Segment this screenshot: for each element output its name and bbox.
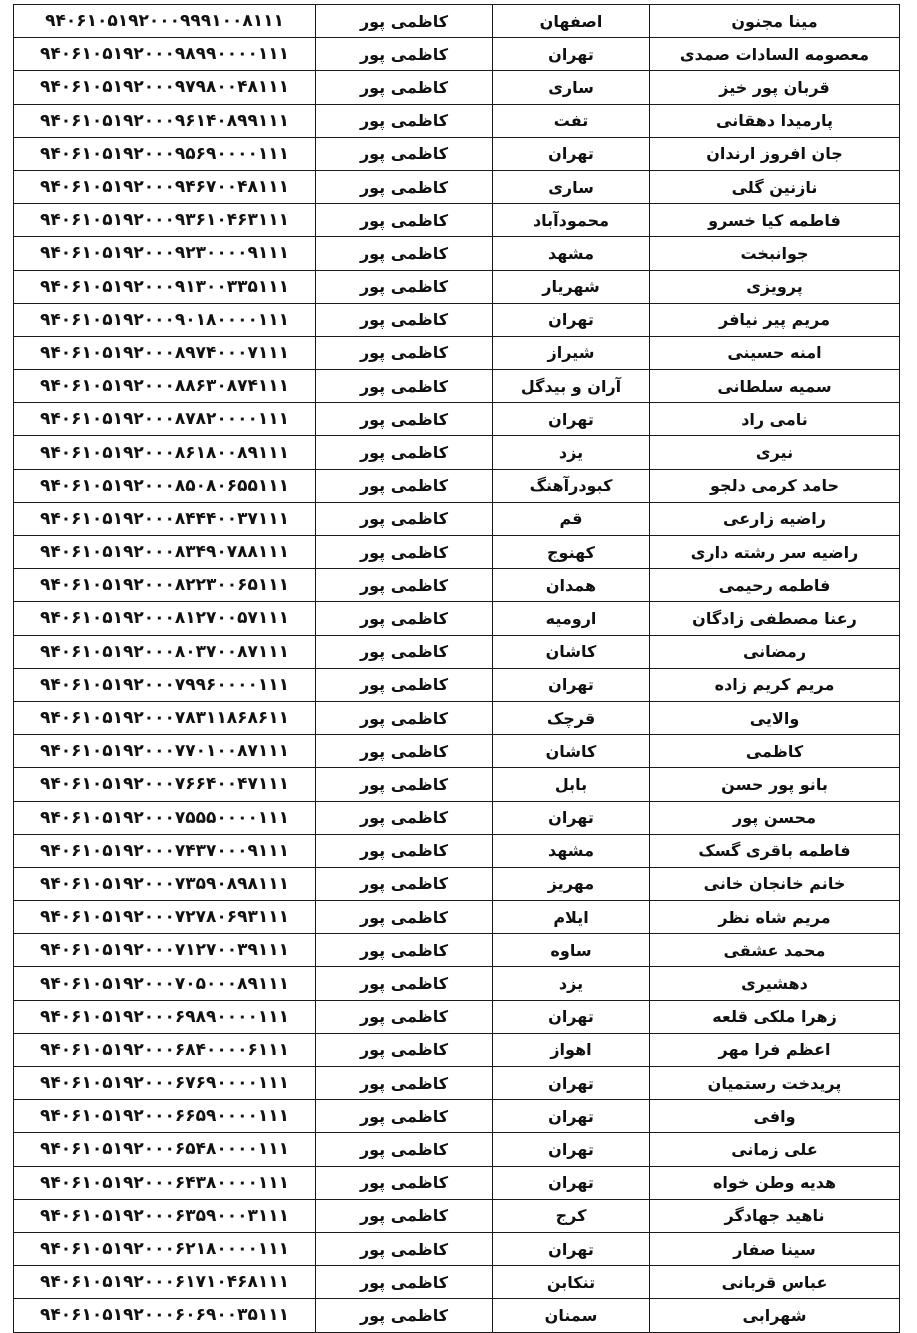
- agent-cell: کاظمی پور: [316, 536, 493, 569]
- city-cell: کهنوج: [493, 536, 650, 569]
- agent-cell: کاظمی پور: [316, 735, 493, 768]
- person-name-cell: رمضانی: [650, 635, 900, 668]
- person-name-cell: شهرابی: [650, 1299, 900, 1332]
- reference-number-cell: ۹۴۰۶۱۰۵۱۹۲۰۰۰۷۸۳۱۱۸۶۸۶۱۱: [14, 701, 316, 734]
- agent-cell: کاظمی پور: [316, 370, 493, 403]
- table-row: [14, 801, 900, 834]
- reference-number-cell: ۹۴۰۶۱۰۵۱۹۲۰۰۰۸۳۴۹۰۷۸۸۱۱۱: [14, 536, 316, 569]
- person-name-cell: علی زمانی: [650, 1133, 900, 1166]
- table-row: [14, 1199, 900, 1232]
- city-cell: تهران: [493, 1232, 650, 1265]
- agent-cell: کاظمی پور: [316, 635, 493, 668]
- city-cell: مهریز: [493, 867, 650, 900]
- table-row: [14, 735, 900, 768]
- table-row: [14, 1266, 900, 1299]
- city-cell: تفت: [493, 104, 650, 137]
- city-cell: کرج: [493, 1199, 650, 1232]
- city-cell: تهران: [493, 403, 650, 436]
- reference-number-cell: ۹۴۰۶۱۰۵۱۹۲۰۰۰۷۳۵۹۰۸۹۸۱۱۱: [14, 867, 316, 900]
- person-name-cell: پارمیدا دهقانی: [650, 104, 900, 137]
- person-name-cell: نازنین گلی: [650, 170, 900, 203]
- person-name-cell: ناهید جهادگر: [650, 1199, 900, 1232]
- person-name-cell: سینا صفار: [650, 1232, 900, 1265]
- table-row: [14, 436, 900, 469]
- city-cell: یزد: [493, 436, 650, 469]
- reference-number-cell: ۹۴۰۶۱۰۵۱۹۲۰۰۰۷۴۳۷۰۰۰۹۱۱۱: [14, 834, 316, 867]
- agent-cell: کاظمی پور: [316, 38, 493, 71]
- table-row: [14, 1299, 900, 1332]
- reference-number-cell: ۹۴۰۶۱۰۵۱۹۲۰۰۰۶۹۸۹۰۰۰۰۱۱۱: [14, 1000, 316, 1033]
- table-row: [14, 237, 900, 270]
- reference-number-cell: ۹۴۰۶۱۰۵۱۹۲۰۰۰۸۱۲۷۰۰۵۷۱۱۱: [14, 602, 316, 635]
- city-cell: یزد: [493, 967, 650, 1000]
- agent-cell: کاظمی پور: [316, 469, 493, 502]
- agent-cell: کاظمی پور: [316, 1299, 493, 1332]
- city-cell: قم: [493, 502, 650, 535]
- table-row: [14, 5, 900, 38]
- person-name-cell: فاطمه رحیمی: [650, 569, 900, 602]
- city-cell: تهران: [493, 137, 650, 170]
- table-row: [14, 104, 900, 137]
- reference-number-cell: ۹۴۰۶۱۰۵۱۹۲۰۰۰۸۷۸۲۰۰۰۰۱۱۱: [14, 403, 316, 436]
- agent-cell: کاظمی پور: [316, 1033, 493, 1066]
- agent-cell: کاظمی پور: [316, 436, 493, 469]
- reference-number-cell: ۹۴۰۶۱۰۵۱۹۲۰۰۰۶۰۶۹۰۰۳۵۱۱۱: [14, 1299, 316, 1332]
- city-cell: تهران: [493, 801, 650, 834]
- reference-number-cell: ۹۴۰۶۱۰۵۱۹۲۰۰۰۶۲۱۸۰۰۰۰۱۱۱: [14, 1232, 316, 1265]
- city-cell: محمودآباد: [493, 204, 650, 237]
- city-cell: کاشان: [493, 735, 650, 768]
- agent-cell: کاظمی پور: [316, 170, 493, 203]
- person-name-cell: محسن پور: [650, 801, 900, 834]
- reference-number-cell: ۹۴۰۶۱۰۵۱۹۲۰۰۰۹۰۱۸۰۰۰۰۱۱۱: [14, 303, 316, 336]
- person-name-cell: اعظم فرا مهر: [650, 1033, 900, 1066]
- reference-number-cell: ۹۴۰۶۱۰۵۱۹۲۰۰۰۹۴۶۷۰۰۴۸۱۱۱: [14, 170, 316, 203]
- table-row: [14, 1100, 900, 1133]
- agent-cell: کاظمی پور: [316, 1133, 493, 1166]
- table-row: [14, 502, 900, 535]
- agent-cell: کاظمی پور: [316, 237, 493, 270]
- city-cell: ایلام: [493, 901, 650, 934]
- city-cell: شیراز: [493, 336, 650, 369]
- reference-number-cell: ۹۴۰۶۱۰۵۱۹۲۰۰۰۹۷۹۸۰۰۴۸۱۱۱: [14, 71, 316, 104]
- agent-cell: کاظمی پور: [316, 71, 493, 104]
- city-cell: اصفهان: [493, 5, 650, 38]
- city-cell: مشهد: [493, 237, 650, 270]
- table-row: [14, 1033, 900, 1066]
- table-row: [14, 170, 900, 203]
- table-row: [14, 834, 900, 867]
- table-row: [14, 1166, 900, 1199]
- person-name-cell: پرویزی: [650, 270, 900, 303]
- agent-cell: کاظمی پور: [316, 867, 493, 900]
- agent-cell: کاظمی پور: [316, 1232, 493, 1265]
- table-row: [14, 967, 900, 1000]
- city-cell: ساری: [493, 71, 650, 104]
- reference-number-cell: ۹۴۰۶۱۰۵۱۹۲۰۰۰۶۳۵۹۰۰۰۳۱۱۱: [14, 1199, 316, 1232]
- person-name-cell: فاطمه باقری گسک: [650, 834, 900, 867]
- reference-number-cell: ۹۴۰۶۱۰۵۱۹۲۰۰۰۸۵۰۸۰۶۵۵۱۱۱: [14, 469, 316, 502]
- reference-number-cell: ۹۴۰۶۱۰۵۱۹۲۰۰۰۶۴۳۸۰۰۰۰۱۱۱: [14, 1166, 316, 1199]
- reference-number-cell: ۹۴۰۶۱۰۵۱۹۲۰۰۰۹۲۳۰۰۰۰۹۱۱۱: [14, 237, 316, 270]
- person-name-cell: معصومه السادات صمدی: [650, 38, 900, 71]
- records-table-body: [14, 5, 900, 1333]
- reference-number-cell: ۹۴۰۶۱۰۵۱۹۲۰۰۰۸۶۱۸۰۰۸۹۱۱۱: [14, 436, 316, 469]
- table-row: [14, 635, 900, 668]
- agent-cell: کاظمی پور: [316, 336, 493, 369]
- agent-cell: کاظمی پور: [316, 701, 493, 734]
- table-row: [14, 370, 900, 403]
- person-name-cell: جان افروز ارندان: [650, 137, 900, 170]
- agent-cell: کاظمی پور: [316, 1067, 493, 1100]
- person-name-cell: رعنا مصطفی زادگان: [650, 602, 900, 635]
- person-name-cell: وافی: [650, 1100, 900, 1133]
- agent-cell: کاظمی پور: [316, 569, 493, 602]
- agent-cell: کاظمی پور: [316, 768, 493, 801]
- person-name-cell: خانم خانجان خانی: [650, 867, 900, 900]
- city-cell: سمنان: [493, 1299, 650, 1332]
- person-name-cell: مینا مجنون: [650, 5, 900, 38]
- agent-cell: کاظمی پور: [316, 270, 493, 303]
- person-name-cell: بانو پور حسن: [650, 768, 900, 801]
- reference-number-cell: ۹۴۰۶۱۰۵۱۹۲۰۰۰۷۶۶۴۰۰۴۷۱۱۱: [14, 768, 316, 801]
- agent-cell: کاظمی پور: [316, 602, 493, 635]
- table-row: [14, 701, 900, 734]
- table-row: [14, 901, 900, 934]
- person-name-cell: امنه حسینی: [650, 336, 900, 369]
- table-row: [14, 403, 900, 436]
- table-row: [14, 469, 900, 502]
- reference-number-cell: ۹۴۰۶۱۰۵۱۹۲۰۰۰۷۰۵۰۰۰۸۹۱۱۱: [14, 967, 316, 1000]
- city-cell: مشهد: [493, 834, 650, 867]
- table-row: [14, 1067, 900, 1100]
- reference-number-cell: ۹۴۰۶۱۰۵۱۹۲۰۰۰۸۴۴۴۰۰۳۷۱۱۱: [14, 502, 316, 535]
- city-cell: تهران: [493, 1067, 650, 1100]
- person-name-cell: محمد عشقی: [650, 934, 900, 967]
- person-name-cell: پریدخت رستمیان: [650, 1067, 900, 1100]
- city-cell: تهران: [493, 1166, 650, 1199]
- table-row: [14, 71, 900, 104]
- city-cell: قرچک: [493, 701, 650, 734]
- table-row: [14, 303, 900, 336]
- agent-cell: کاظمی پور: [316, 1199, 493, 1232]
- person-name-cell: مریم شاه نظر: [650, 901, 900, 934]
- table-row: [14, 137, 900, 170]
- reference-number-cell: ۹۴۰۶۱۰۵۱۹۲۰۰۰۶۱۷۱۰۴۶۸۱۱۱: [14, 1266, 316, 1299]
- reference-number-cell: ۹۴۰۶۱۰۵۱۹۲۰۰۰۹۶۱۴۰۸۹۹۱۱۱: [14, 104, 316, 137]
- agent-cell: کاظمی پور: [316, 1266, 493, 1299]
- agent-cell: کاظمی پور: [316, 668, 493, 701]
- reference-number-cell: ۹۴۰۶۱۰۵۱۹۲۰۰۰۷۲۷۸۰۶۹۳۱۱۱: [14, 901, 316, 934]
- person-name-cell: قربان پور خیز: [650, 71, 900, 104]
- reference-number-cell: ۹۴۰۶۱۰۵۱۹۲۰۰۰۹۳۶۱۰۴۶۳۱۱۱: [14, 204, 316, 237]
- reference-number-cell: ۹۴۰۶۱۰۵۱۹۲۰۰۰۷۷۰۱۰۰۸۷۱۱۱: [14, 735, 316, 768]
- table-row: [14, 336, 900, 369]
- table-row: [14, 204, 900, 237]
- agent-cell: کاظمی پور: [316, 137, 493, 170]
- city-cell: همدان: [493, 569, 650, 602]
- person-name-cell: نامی راد: [650, 403, 900, 436]
- agent-cell: کاظمی پور: [316, 204, 493, 237]
- agent-cell: کاظمی پور: [316, 801, 493, 834]
- reference-number-cell: ۹۴۰۶۱۰۵۱۹۲۰۰۰۹۹۹۱۰۰۸۱۱۱: [14, 5, 316, 38]
- table-row: [14, 602, 900, 635]
- city-cell: اهواز: [493, 1033, 650, 1066]
- person-name-cell: حامد کرمی دلجو: [650, 469, 900, 502]
- city-cell: تهران: [493, 1000, 650, 1033]
- city-cell: تهران: [493, 668, 650, 701]
- person-name-cell: والایی: [650, 701, 900, 734]
- reference-number-cell: ۹۴۰۶۱۰۵۱۹۲۰۰۰۸۰۳۷۰۰۸۷۱۱۱: [14, 635, 316, 668]
- agent-cell: کاظمی پور: [316, 934, 493, 967]
- reference-number-cell: ۹۴۰۶۱۰۵۱۹۲۰۰۰۶۶۵۹۰۰۰۰۱۱۱: [14, 1100, 316, 1133]
- person-name-cell: مریم کریم زاده: [650, 668, 900, 701]
- table-row: [14, 934, 900, 967]
- table-row: [14, 768, 900, 801]
- records-table: [13, 4, 900, 1333]
- city-cell: ارومیه: [493, 602, 650, 635]
- table-row: [14, 1133, 900, 1166]
- person-name-cell: دهشیری: [650, 967, 900, 1000]
- agent-cell: کاظمی پور: [316, 1000, 493, 1033]
- city-cell: ساوه: [493, 934, 650, 967]
- agent-cell: کاظمی پور: [316, 834, 493, 867]
- table-row: [14, 536, 900, 569]
- city-cell: آران و بیدگل: [493, 370, 650, 403]
- city-cell: تهران: [493, 1100, 650, 1133]
- person-name-cell: هدیه وطن خواه: [650, 1166, 900, 1199]
- reference-number-cell: ۹۴۰۶۱۰۵۱۹۲۰۰۰۹۱۳۰۰۳۳۵۱۱۱: [14, 270, 316, 303]
- reference-number-cell: ۹۴۰۶۱۰۵۱۹۲۰۰۰۹۸۹۹۰۰۰۰۱۱۱: [14, 38, 316, 71]
- city-cell: بابل: [493, 768, 650, 801]
- table-row: [14, 38, 900, 71]
- agent-cell: کاظمی پور: [316, 502, 493, 535]
- person-name-cell: مریم پیر نیافر: [650, 303, 900, 336]
- person-name-cell: جوانبخت: [650, 237, 900, 270]
- agent-cell: کاظمی پور: [316, 967, 493, 1000]
- person-name-cell: راضیه زارعی: [650, 502, 900, 535]
- reference-number-cell: ۹۴۰۶۱۰۵۱۹۲۰۰۰۶۷۶۹۰۰۰۰۱۱۱: [14, 1067, 316, 1100]
- person-name-cell: عباس قربانی: [650, 1266, 900, 1299]
- agent-cell: کاظمی پور: [316, 5, 493, 38]
- person-name-cell: زهرا ملکی قلعه: [650, 1000, 900, 1033]
- person-name-cell: فاطمه کیا خسرو: [650, 204, 900, 237]
- reference-number-cell: ۹۴۰۶۱۰۵۱۹۲۰۰۰۶۸۴۰۰۰۰۶۱۱۱: [14, 1033, 316, 1066]
- reference-number-cell: ۹۴۰۶۱۰۵۱۹۲۰۰۰۸۹۷۴۰۰۰۷۱۱۱: [14, 336, 316, 369]
- table-row: [14, 1000, 900, 1033]
- city-cell: کبودرآهنگ: [493, 469, 650, 502]
- agent-cell: کاظمی پور: [316, 1166, 493, 1199]
- reference-number-cell: ۹۴۰۶۱۰۵۱۹۲۰۰۰۶۵۴۸۰۰۰۰۱۱۱: [14, 1133, 316, 1166]
- person-name-cell: سمیه سلطانی: [650, 370, 900, 403]
- agent-cell: کاظمی پور: [316, 303, 493, 336]
- agent-cell: کاظمی پور: [316, 1100, 493, 1133]
- reference-number-cell: ۹۴۰۶۱۰۵۱۹۲۰۰۰۸۲۲۳۰۰۶۵۱۱۱: [14, 569, 316, 602]
- reference-number-cell: ۹۴۰۶۱۰۵۱۹۲۰۰۰۷۵۵۵۰۰۰۰۱۱۱: [14, 801, 316, 834]
- city-cell: تهران: [493, 303, 650, 336]
- table-row: [14, 1232, 900, 1265]
- reference-number-cell: ۹۴۰۶۱۰۵۱۹۲۰۰۰۷۱۲۷۰۰۳۹۱۱۱: [14, 934, 316, 967]
- city-cell: کاشان: [493, 635, 650, 668]
- city-cell: ساری: [493, 170, 650, 203]
- table-row: [14, 569, 900, 602]
- city-cell: تهران: [493, 1133, 650, 1166]
- agent-cell: کاظمی پور: [316, 104, 493, 137]
- reference-number-cell: ۹۴۰۶۱۰۵۱۹۲۰۰۰۸۸۶۳۰۸۷۴۱۱۱: [14, 370, 316, 403]
- agent-cell: کاظمی پور: [316, 901, 493, 934]
- city-cell: تنکابن: [493, 1266, 650, 1299]
- reference-number-cell: ۹۴۰۶۱۰۵۱۹۲۰۰۰۷۹۹۶۰۰۰۰۱۱۱: [14, 668, 316, 701]
- person-name-cell: راضیه سر رشته داری: [650, 536, 900, 569]
- reference-number-cell: ۹۴۰۶۱۰۵۱۹۲۰۰۰۹۵۶۹۰۰۰۰۱۱۱: [14, 137, 316, 170]
- person-name-cell: نیری: [650, 436, 900, 469]
- table-row: [14, 668, 900, 701]
- agent-cell: کاظمی پور: [316, 403, 493, 436]
- city-cell: شهریار: [493, 270, 650, 303]
- table-row: [14, 867, 900, 900]
- table-row: [14, 270, 900, 303]
- person-name-cell: کاظمی: [650, 735, 900, 768]
- city-cell: تهران: [493, 38, 650, 71]
